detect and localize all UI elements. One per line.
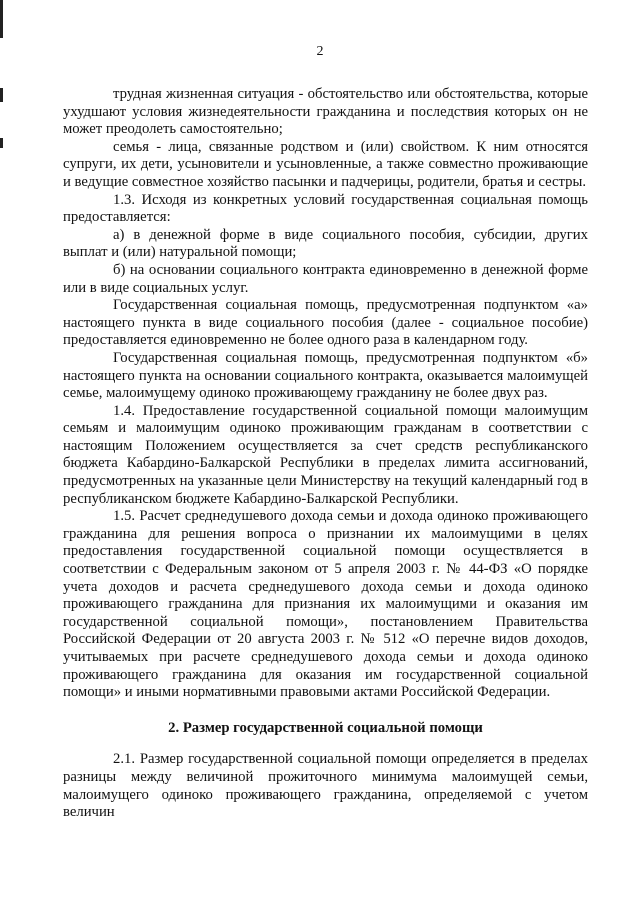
paragraph-social-contract: Государственная социальная помощь, предусмотренная подпунктом «б» настоящего пункта на основании социального контракта, оказывается малоимущей семье, малоимущему одиноко проживающему гражданину не более двух раз. bbox=[63, 349, 588, 402]
paragraph-family-definition: семья - лица, связанные родством и (или) свойством. К ним относятся супруги, их дети, усыновители и усыновленные, а также совместно проживающие и ведущие совместное хозяйство пасынки и падчерицы, родители, братья и сестры. bbox=[63, 138, 588, 190]
paragraph-1-3: 1.3. Исходя из конкретных условий государственная социальная помощь предоставляется: bbox=[63, 191, 588, 226]
paragraph-hardship-definition: трудная жизненная ситуация - обстоятельство или обстоятельства, которые ухудшают условия жизнедеятельности гражданина и последствия которых он не может преодолеть самостоятельно; bbox=[63, 86, 588, 138]
paragraph-social-allowance: Государственная социальная помощь, предусмотренная подпунктом «а» настоящего пункта в виде социального пособия (далее - социальное пособие) предоставляется единовременно не более одного раза в календарном году. bbox=[63, 297, 588, 349]
scan-edge-mark bbox=[0, 0, 3, 38]
paragraph-1-3-a: а) в денежной форме в виде социального пособия, субсидии, других выплат и (или) натуральной помощи; bbox=[63, 226, 588, 261]
paragraph-2-1: 2.1. Размер государственной социальной помощи определяется в пределах разницы между величиной прожиточного минимума малоимущей семьи, малоимущего одиноко проживающего гражданина, определяемой с учетом величин bbox=[63, 751, 588, 821]
scan-edge-mark bbox=[0, 88, 3, 102]
section-heading: 2. Размер государственной социальной помощи bbox=[168, 719, 483, 736]
scan-edge-mark bbox=[0, 138, 3, 148]
paragraph-1-5: 1.5. Расчет среднедушевого дохода семьи и дохода одиноко проживающего гражданина для решения вопроса о признании их малоимущими в целях предоставления государственной социальной помощи осуществляется в соответствии с Федеральным законом от 5 апреля 2003 г. № 44-ФЗ «О порядке учета доходов и расчета среднедушевого дохода семьи и дохода одиноко проживающего гражданина для признания их малоимущими и оказания им государственной социальной помощи», постановлением Правительства Российской Федерации от 20 августа 2003 г. № 512 «О перечне видов доходов, учитываемых при расчете среднедушевого дохода семьи и дохода одиноко проживающего гражданина для оказания им государственной социальной помощи» и иными нормативными правовыми актами Российской Федерации. bbox=[63, 508, 588, 701]
paragraph-1-3-b: б) на основании социального контракта единовременно в денежной форме или в виде социальных услуг. bbox=[63, 261, 588, 296]
paragraph-1-4: 1.4. Предоставление государственной социальной помощи малоимущим семьям и малоимущим одиноко проживающим гражданам в соответствии с настоящим Положением осуществляется за счет средств республиканского бюджета Кабардино-Балкарской Республики в пределах лимита ассигнований, предусмотренных на указанные цели Министерству на текущий календарный год в республиканском бюджете Кабардино-Балкарской Республики. bbox=[63, 402, 588, 507]
page-number: 2 bbox=[316, 44, 324, 59]
document-body bbox=[63, 86, 588, 822]
